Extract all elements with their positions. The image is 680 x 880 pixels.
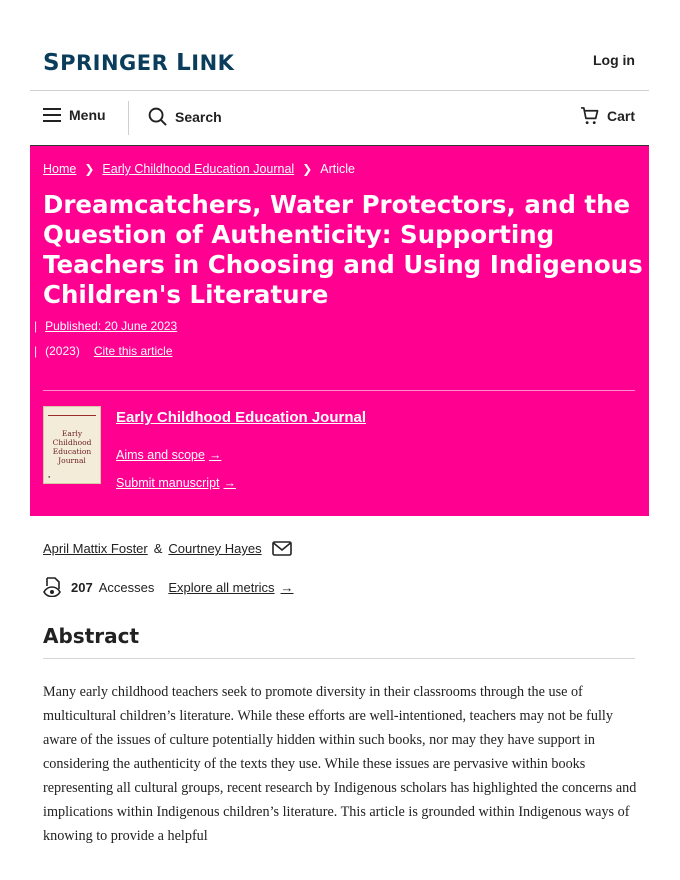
cover-title: Early Childhood Education Journal [52,429,92,465]
menu-label: Menu [69,107,106,123]
article-hero [30,146,649,516]
accesses-icon [43,577,63,597]
cover-publisher-mark: ● [48,474,51,479]
search-label: Search [175,108,222,125]
springer-link-logo[interactable]: SPRINGER LINK [43,50,235,76]
accesses-label: Accesses [98,579,155,595]
envelope-icon[interactable] [272,541,292,556]
chevron-right-icon: ❯ [302,162,313,176]
cart-button[interactable] [580,107,635,125]
meta-separator: | [34,319,38,333]
author-separator: & [153,541,163,556]
author-list [43,541,292,556]
arrow-right-icon: → [223,476,237,490]
hamburger-icon [43,108,61,122]
publish-info [34,319,177,333]
nav-divider [128,101,129,135]
breadcrumb-home[interactable]: Home [43,162,77,176]
cite-article-link[interactable]: Cite this article [93,344,173,358]
accesses-count: 207 [71,579,93,595]
cart-label: Cart [606,108,635,124]
author-link[interactable]: Courtney Hayes [168,541,262,556]
abstract-heading: Abstract [43,624,140,648]
author-link[interactable]: April Mattix Foster [43,541,148,556]
cart-icon [580,107,599,125]
submit-manuscript-link[interactable]: Submit manuscript → [116,476,237,490]
arrow-right-icon: → [208,448,222,462]
breadcrumb [43,162,355,176]
breadcrumb-journal[interactable]: Early Childhood Education Journal [102,162,295,176]
nav-bar [30,91,649,147]
article-title: Dreamcatchers, Water Protectors, and the Question of Authenticity: Supporting Teachers in Choosing and Using Indigenous Children's Literature [43,190,643,309]
breadcrumb-current: Article [320,162,355,176]
journal-name-link[interactable]: Early Childhood Education Journal [116,409,367,426]
citation-info [34,344,173,358]
aims-and-scope-link[interactable]: Aims and scope → [116,448,222,462]
abstract-text: Many early childhood teachers seek to promote diversity in their classrooms through the use of multicultural children’s literature. While these efforts are well-intentioned, teachers may not be fully aware of the issues of culture potentially hidden within such books, nor may they have support in considering the authenticity of the texts they use. While these issues are pervasive within books representing all cultural groups, recent research by Indigenous scholars has highlighted the concerns and implications within Indigenous children’s literature. This article is grounded within Indigenous ways of knowing to provide a helpful [43,684,637,844]
published-date[interactable]: Published: 20 June 2023 [45,319,178,333]
login-link[interactable]: Log in [593,52,635,68]
cover-header-rule [48,411,96,416]
journal-cover-image[interactable] [43,406,101,484]
arrow-right-icon: → [280,579,294,595]
meta-separator: | [34,344,38,358]
explore-metrics-link[interactable]: Explore all metrics → [168,579,294,595]
abstract-divider [43,658,635,659]
site-header [30,40,649,91]
article-year: (2023) [45,344,80,358]
menu-button[interactable] [43,107,106,123]
article-metrics [43,577,294,597]
hero-divider [43,390,635,391]
search-button[interactable] [148,107,222,126]
chevron-right-icon: ❯ [84,162,95,176]
search-icon [148,107,167,126]
